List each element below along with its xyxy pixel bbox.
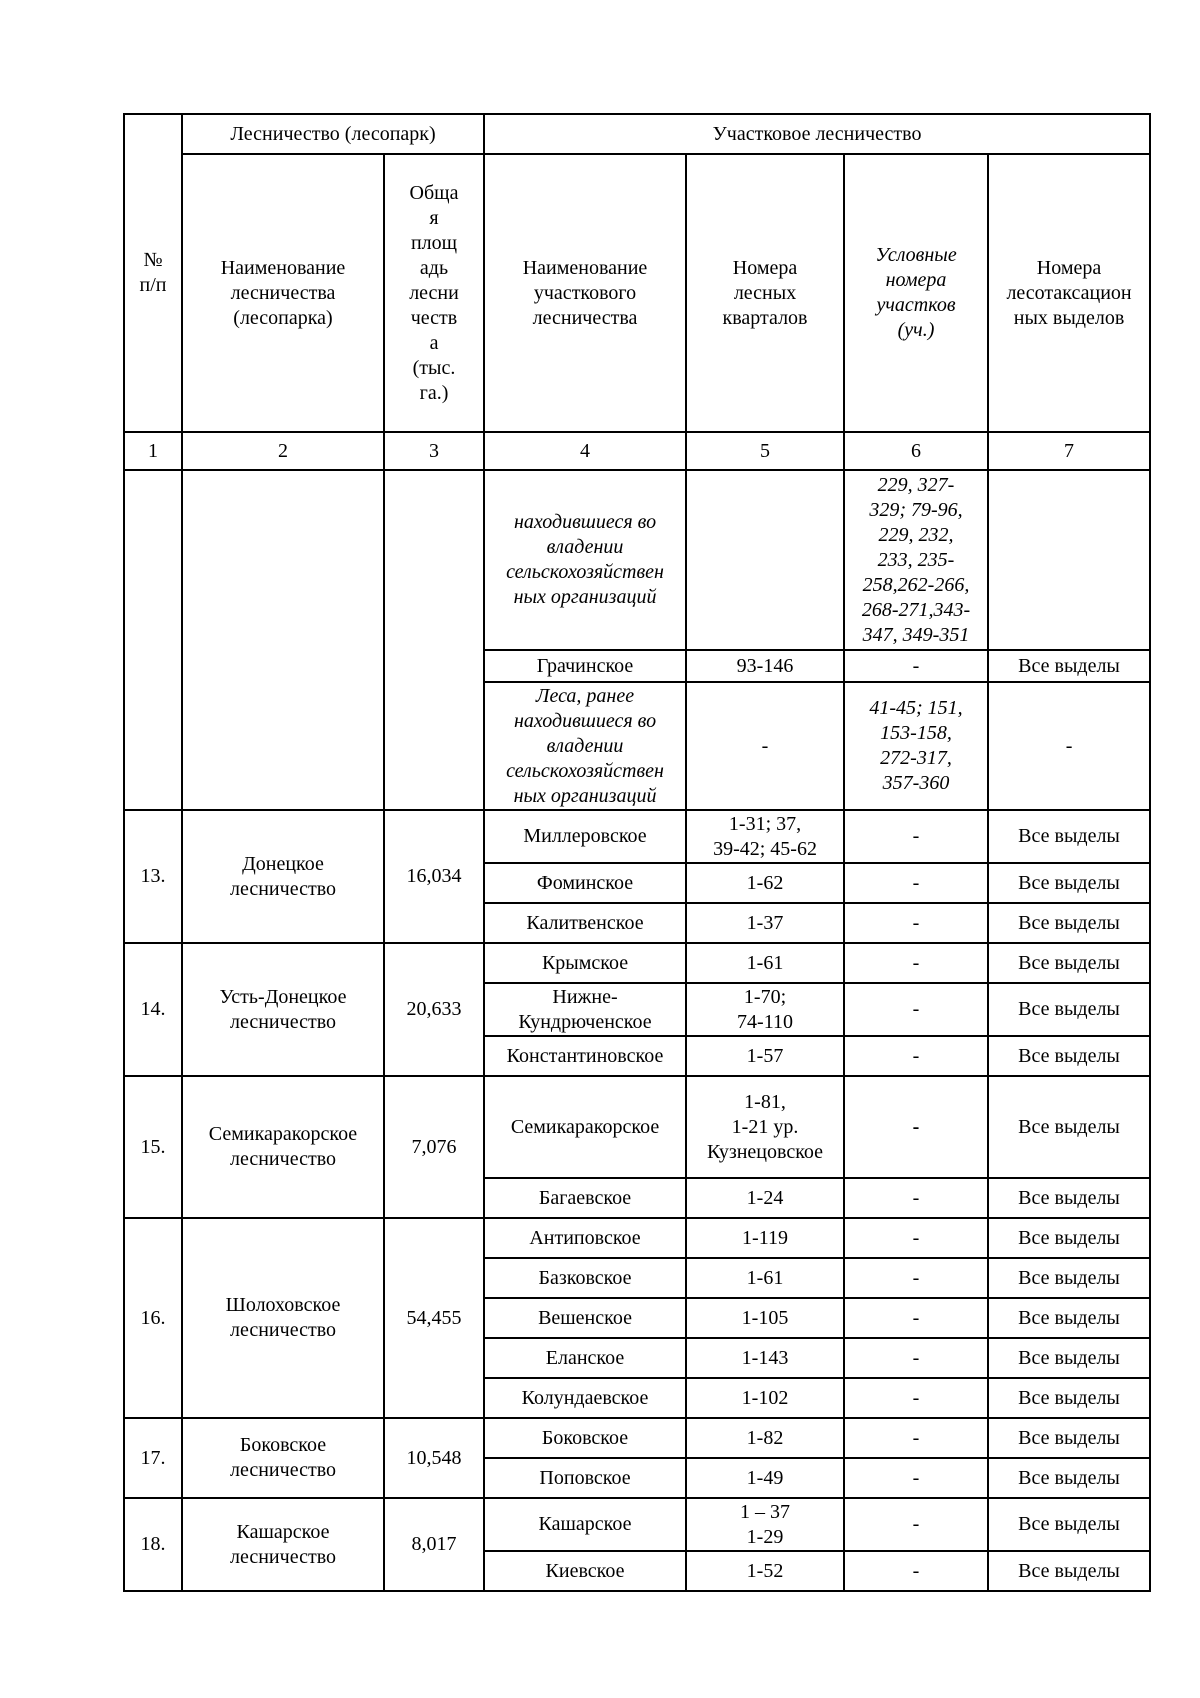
row-quarters: 1-61 [686, 1258, 844, 1298]
row-quarters: 1-24 [686, 1178, 844, 1218]
row-quarters: 1-61 [686, 943, 844, 983]
row-area [384, 470, 484, 810]
row-plots: - [844, 650, 988, 682]
row-forestry-name: Семикаракорское лесничество [182, 1076, 384, 1218]
row-num: 16. [124, 1218, 182, 1418]
table-row [124, 1076, 1150, 1178]
row-allotments: Все выделы [988, 1378, 1150, 1418]
row-allotments: Все выделы [988, 810, 1150, 863]
row-district: Боковское [484, 1418, 686, 1458]
row-plots: - [844, 1218, 988, 1258]
row-allotments: Все выделы [988, 1258, 1150, 1298]
column-number: 4 [484, 432, 686, 470]
column-number: 1 [124, 432, 182, 470]
header-group-forestry: Лесничество (лесопарк) [182, 114, 484, 154]
header-forestry-name: Наименование лесничества (лесопарка) [182, 154, 384, 432]
header-district-name: Наименование участкового лесничества [484, 154, 686, 432]
row-allotments: Все выделы [988, 650, 1150, 682]
row-area: 16,034 [384, 810, 484, 943]
row-quarters: 1-70; 74-110 [686, 983, 844, 1036]
row-plots: - [844, 810, 988, 863]
row-quarters: 1-52 [686, 1551, 844, 1591]
row-plots: - [844, 1378, 988, 1418]
header-quarters: Номера лесных кварталов [686, 154, 844, 432]
row-plots: 41-45; 151, 153-158, 272-317, 357-360 [844, 682, 988, 810]
row-quarters: 1-143 [686, 1338, 844, 1378]
column-number-row [124, 432, 1150, 470]
column-number: 6 [844, 432, 988, 470]
row-district: Калитвенское [484, 903, 686, 943]
row-quarters: 1-62 [686, 863, 844, 903]
row-quarters: 1-102 [686, 1378, 844, 1418]
row-allotments: Все выделы [988, 983, 1150, 1036]
row-plots: - [844, 1258, 988, 1298]
row-allotments: Все выделы [988, 1418, 1150, 1458]
row-district: Поповское [484, 1458, 686, 1498]
row-district: Грачинское [484, 650, 686, 682]
row-num [124, 470, 182, 810]
table-header [124, 114, 1150, 470]
row-district: Нижне- Кундрюченское [484, 983, 686, 1036]
header-num: № п/п [124, 114, 182, 432]
row-quarters [686, 470, 844, 650]
table-row [124, 1418, 1150, 1458]
row-district: Еланское [484, 1338, 686, 1378]
row-num: 17. [124, 1418, 182, 1498]
row-district: Кашарское [484, 1498, 686, 1551]
row-district: Базковское [484, 1258, 686, 1298]
row-quarters: 1-37 [686, 903, 844, 943]
row-forestry-name: Усть-Донецкое лесничество [182, 943, 384, 1076]
table-row [124, 470, 1150, 650]
table-row [124, 943, 1150, 983]
row-area: 8,017 [384, 1498, 484, 1591]
column-number: 5 [686, 432, 844, 470]
row-plots: 229, 327- 329; 79-96, 229, 232, 233, 235- 258,262-266, 268-271,343- 347, 349-351 [844, 470, 988, 650]
row-district: Вешенское [484, 1298, 686, 1338]
column-number: 3 [384, 432, 484, 470]
row-plots: - [844, 1498, 988, 1551]
row-plots: - [844, 1036, 988, 1076]
row-allotments: Все выделы [988, 1338, 1150, 1378]
row-quarters: 93-146 [686, 650, 844, 682]
row-plots: - [844, 1076, 988, 1178]
row-district: Багаевское [484, 1178, 686, 1218]
row-plots: - [844, 1338, 988, 1378]
row-quarters: - [686, 682, 844, 810]
row-district: Леса, ранее находившиеся во владении сельскохозяйствен ных организаций [484, 682, 686, 810]
table-row [124, 810, 1150, 863]
row-district: Антиповское [484, 1218, 686, 1258]
row-district: Колундаевское [484, 1378, 686, 1418]
row-district: Семикаракорское [484, 1076, 686, 1178]
row-forestry-name: Шолоховское лесничество [182, 1218, 384, 1418]
row-allotments: Все выделы [988, 1076, 1150, 1178]
column-number: 2 [182, 432, 384, 470]
row-area: 20,633 [384, 943, 484, 1076]
table-row [124, 1218, 1150, 1258]
row-district: Миллеровское [484, 810, 686, 863]
row-allotments: Все выделы [988, 1298, 1150, 1338]
row-quarters: 1 – 37 1-29 [686, 1498, 844, 1551]
row-allotments: Все выделы [988, 1458, 1150, 1498]
row-forestry-name: Кашарское лесничество [182, 1498, 384, 1591]
row-district: Крымское [484, 943, 686, 983]
row-plots: - [844, 943, 988, 983]
row-plots: - [844, 983, 988, 1036]
row-plots: - [844, 1551, 988, 1591]
row-forestry-name [182, 470, 384, 810]
row-quarters: 1-49 [686, 1458, 844, 1498]
row-plots: - [844, 1298, 988, 1338]
row-allotments: Все выделы [988, 1551, 1150, 1591]
row-plots: - [844, 1458, 988, 1498]
row-allotments: Все выделы [988, 1178, 1150, 1218]
row-district: Фоминское [484, 863, 686, 903]
row-allotments: Все выделы [988, 943, 1150, 983]
row-plots: - [844, 1418, 988, 1458]
row-plots: - [844, 863, 988, 903]
row-allotments [988, 470, 1150, 650]
forestry-table [123, 113, 1151, 1592]
row-plots: - [844, 903, 988, 943]
row-area: 54,455 [384, 1218, 484, 1418]
row-district: Киевское [484, 1551, 686, 1591]
row-allotments: Все выделы [988, 1036, 1150, 1076]
row-quarters: 1-31; 37, 39-42; 45-62 [686, 810, 844, 863]
row-allotments: - [988, 682, 1150, 810]
row-quarters: 1-57 [686, 1036, 844, 1076]
row-area: 10,548 [384, 1418, 484, 1498]
table-row [124, 1498, 1150, 1551]
row-quarters: 1-81, 1-21 ур. Кузнецовское [686, 1076, 844, 1178]
table-body [124, 470, 1150, 1591]
row-plots: - [844, 1178, 988, 1218]
header-plots: Условные номера участков (уч.) [844, 154, 988, 432]
row-allotments: Все выделы [988, 1498, 1150, 1551]
header-group-district: Участковое лесничество [484, 114, 1150, 154]
row-district: Константиновское [484, 1036, 686, 1076]
row-area: 7,076 [384, 1076, 484, 1218]
row-forestry-name: Боковское лесничество [182, 1418, 384, 1498]
row-quarters: 1-119 [686, 1218, 844, 1258]
row-quarters: 1-82 [686, 1418, 844, 1458]
row-allotments: Все выделы [988, 903, 1150, 943]
row-forestry-name: Донецкое лесничество [182, 810, 384, 943]
header-allotments: Номера лесотаксацион ных выделов [988, 154, 1150, 432]
row-allotments: Все выделы [988, 1218, 1150, 1258]
row-allotments: Все выделы [988, 863, 1150, 903]
row-num: 15. [124, 1076, 182, 1218]
column-number: 7 [988, 432, 1150, 470]
row-district: находившиеся во владении сельскохозяйствен ных организаций [484, 470, 686, 650]
header-area: Обща я площ адь лесни честв а (тыс. га.) [384, 154, 484, 432]
row-num: 13. [124, 810, 182, 943]
row-num: 18. [124, 1498, 182, 1591]
row-num: 14. [124, 943, 182, 1076]
row-quarters: 1-105 [686, 1298, 844, 1338]
